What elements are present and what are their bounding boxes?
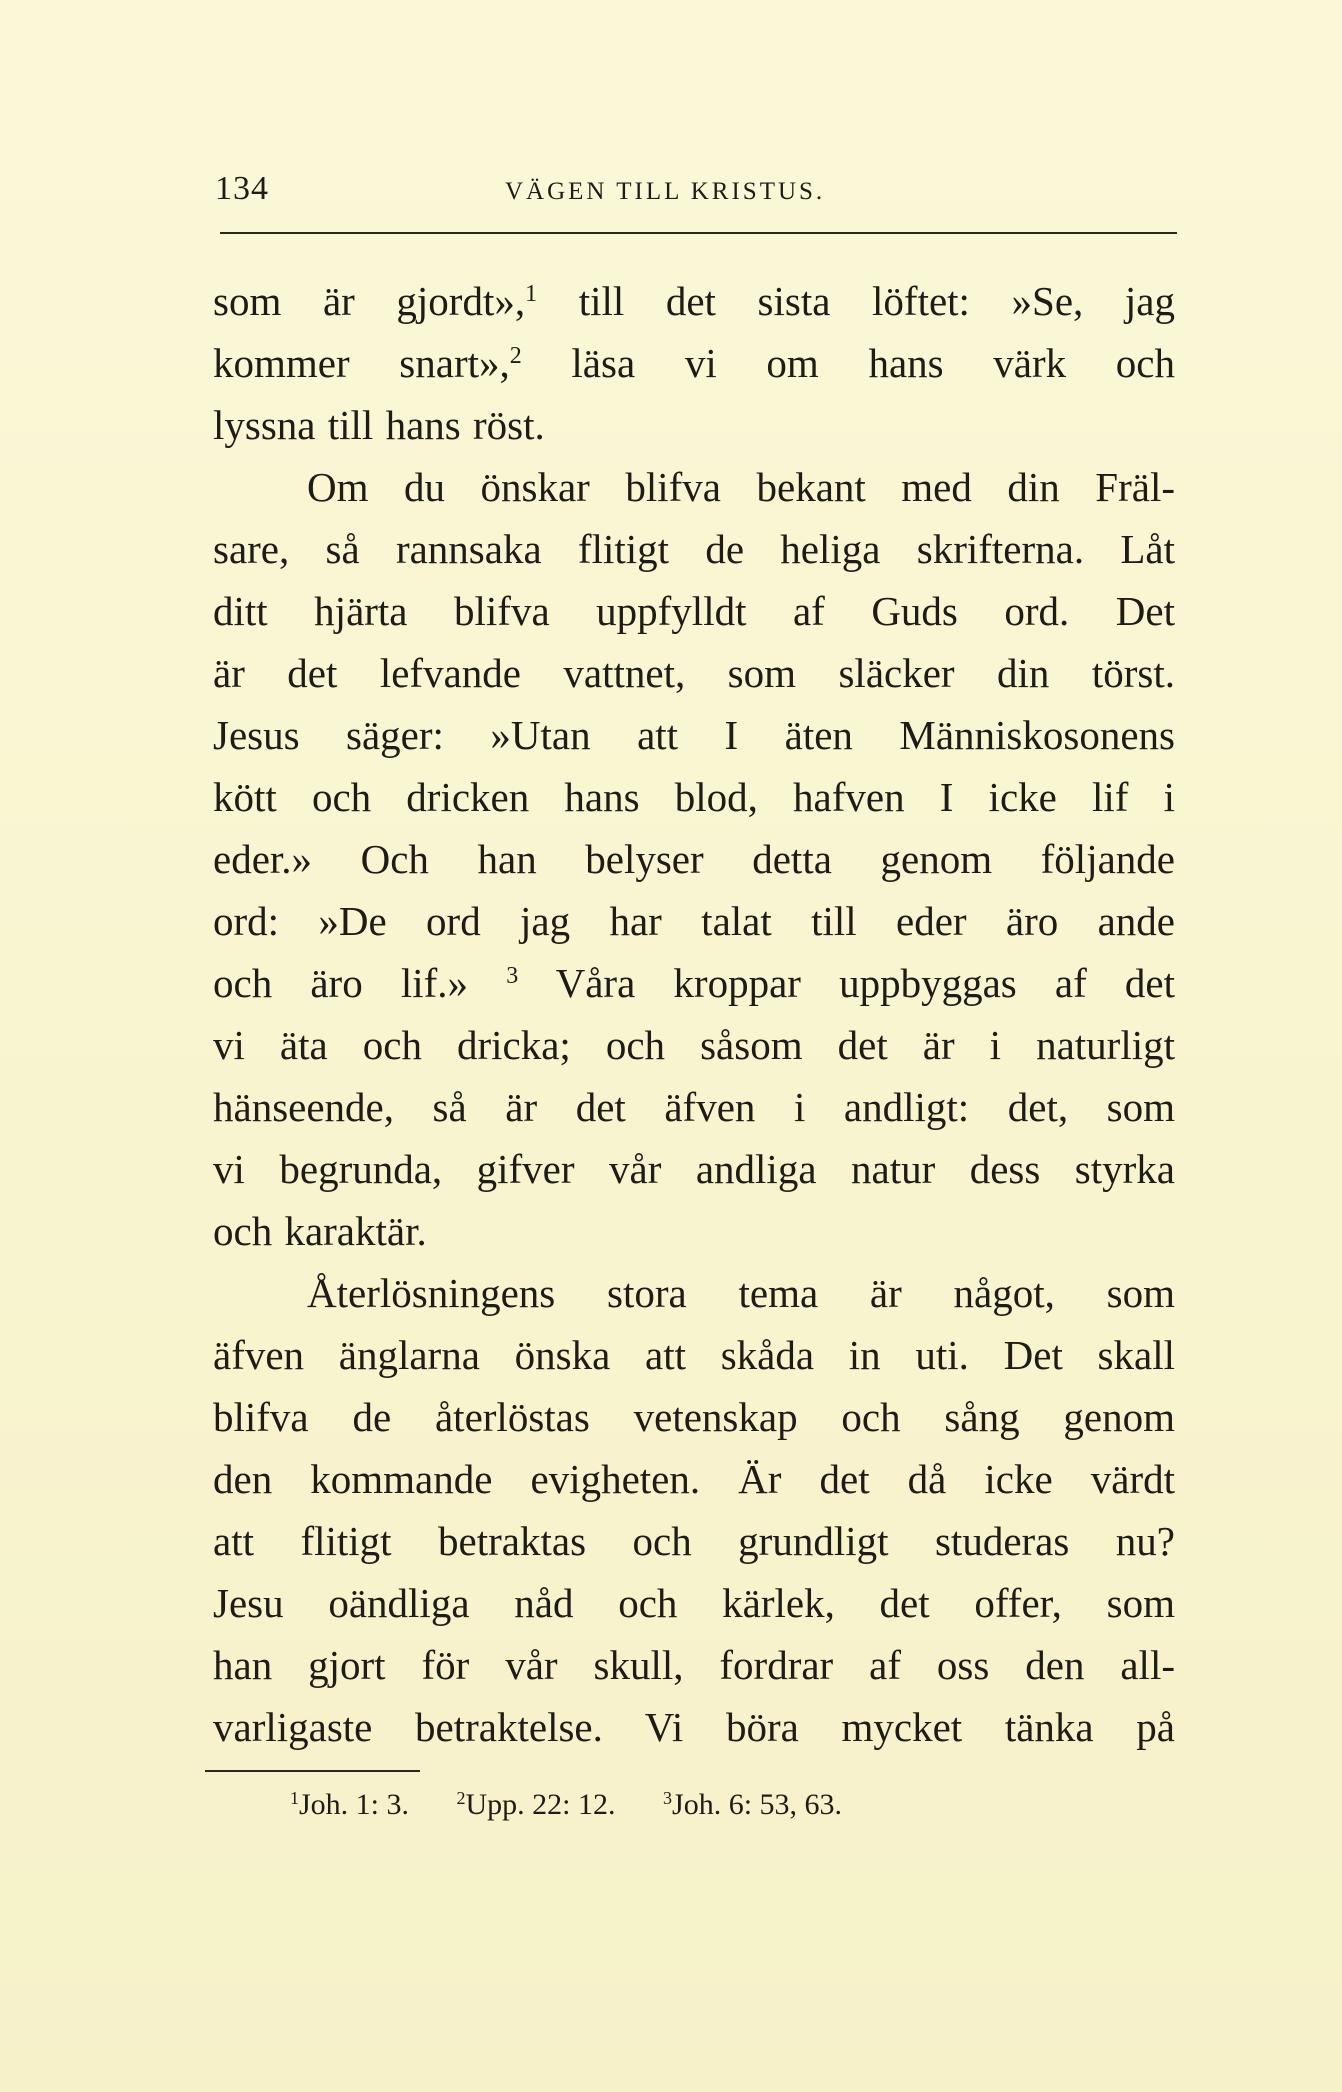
footnote: $^3$Joh. 6: 53, 63.: [663, 1788, 843, 1821]
text-line: äfven änglarna önska att skåda in uti. Det skall: [213, 1332, 1175, 1378]
running-title: VÄGEN TILL KRISTUS.: [505, 178, 826, 205]
footnote-ref: 3: [506, 963, 519, 989]
text-line: sare, så rannsaka flitigt de heliga skrifterna. Låt: [213, 526, 1175, 572]
footnote-ref: 1: [525, 281, 538, 307]
text-line: eder.» Och han belyser detta genom följande: [213, 836, 1175, 882]
text-line: kött och dricken hans blod, hafven I icke lif i: [213, 774, 1175, 820]
footnote-ref: 2: [509, 343, 522, 369]
footnote-rule: [205, 1770, 420, 1772]
text-line: den kommande evigheten. Är det då icke värdt: [213, 1456, 1175, 1502]
text-line: som är gjordt»,$^1$ till det sista löftet: »Se, jag: [213, 278, 1175, 324]
text-line: och äro lif.» $^3$ Våra kroppar uppbyggas af det: [213, 960, 1175, 1006]
text-line: ord: »De ord jag har talat till eder äro ande: [213, 898, 1175, 944]
text-line: Återlösningens stora tema är något, som: [307, 1270, 1175, 1316]
footnote: $^1$Joh. 1: 3.: [290, 1788, 410, 1821]
page-header: [215, 170, 1175, 220]
text-line: vi begrunda, gifver vår andliga natur dess styrka: [213, 1146, 1175, 1192]
page-number: 134: [215, 170, 269, 207]
text-line: och karaktär.: [213, 1208, 427, 1254]
text-line: att flitigt betraktas och grundligt studeras nu?: [213, 1518, 1175, 1564]
text-line: blifva de återlöstas vetenskap och sång genom: [213, 1394, 1175, 1440]
text-line: kommer snart»,$^2$ läsa vi om hans värk och: [213, 340, 1175, 386]
text-line: varligaste betraktelse. Vi böra mycket tänka på: [213, 1704, 1175, 1750]
text-line: är det lefvande vattnet, som släcker din törst.: [213, 650, 1175, 696]
header-rule: [220, 232, 1177, 234]
text-line: Jesu oändliga nåd och kärlek, det offer, som: [213, 1580, 1175, 1626]
footnotes: [290, 1780, 882, 1830]
text-line: Om du önskar blifva bekant med din Fräl-: [307, 464, 1175, 510]
text-line: hänseende, så är det äfven i andligt: det, som: [213, 1084, 1175, 1130]
footnote: $^2$Upp. 22: 12.: [456, 1788, 616, 1821]
text-line: ditt hjärta blifva uppfylldt af Guds ord. Det: [213, 588, 1175, 634]
text-line: Jesus säger: »Utan att I äten Människosonens: [213, 712, 1175, 758]
text-line: han gjort för vår skull, fordrar af oss den all-: [213, 1642, 1175, 1688]
text-line: lyssna till hans röst.: [213, 402, 545, 448]
body-text: [213, 270, 1175, 1758]
text-line: vi äta och dricka; och såsom det är i naturligt: [213, 1022, 1175, 1068]
